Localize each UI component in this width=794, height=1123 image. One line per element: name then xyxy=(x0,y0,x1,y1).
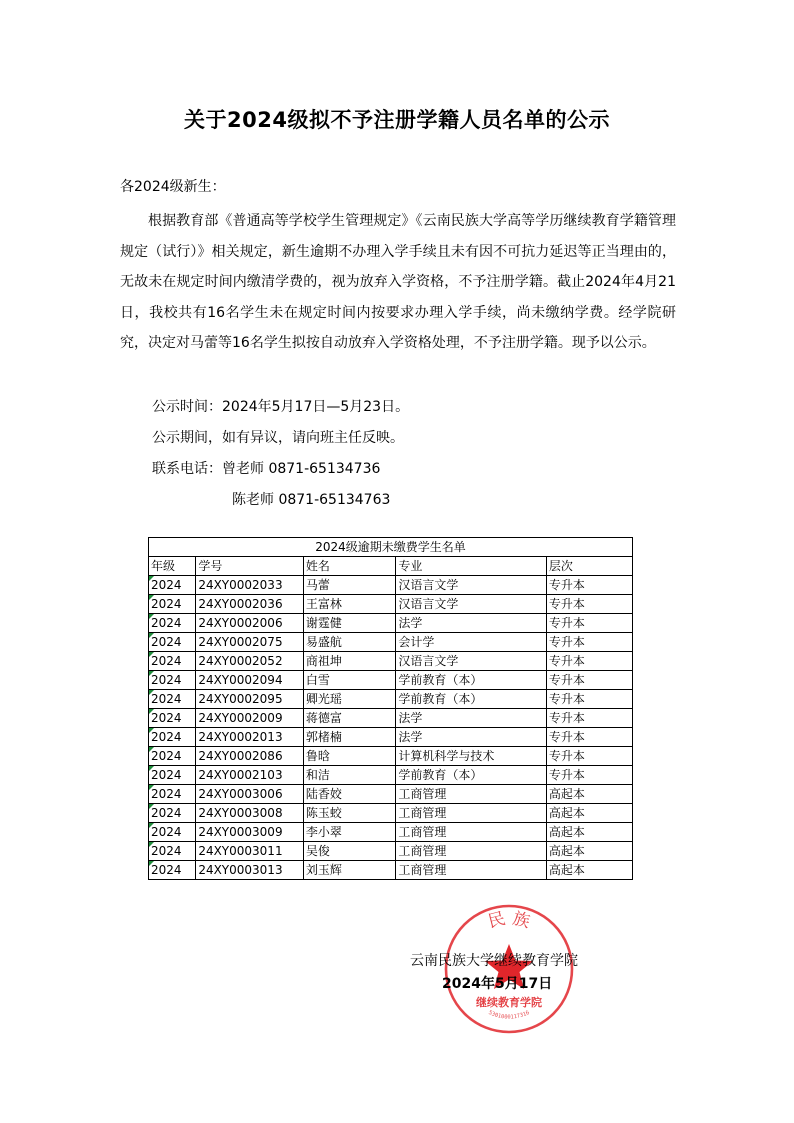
cell-grade: 2024 xyxy=(149,671,196,690)
table-row xyxy=(149,861,633,880)
cell-level: 专升本 xyxy=(546,614,632,633)
cell-level: 高起本 xyxy=(546,804,632,823)
cell-level: 专升本 xyxy=(546,690,632,709)
cell-grade: 2024 xyxy=(149,652,196,671)
cell-name: 李小翠 xyxy=(303,823,395,842)
cell-major: 工商管理 xyxy=(396,861,547,880)
cell-name: 商祖坤 xyxy=(303,652,395,671)
cell-level: 专升本 xyxy=(546,576,632,595)
cell-student-id: 24XY0003006 xyxy=(196,785,304,804)
cell-student-id: 24XY0002013 xyxy=(196,728,304,747)
cell-major: 工商管理 xyxy=(396,842,547,861)
cell-name: 和洁 xyxy=(303,766,395,785)
cell-name: 刘玉辉 xyxy=(303,861,395,880)
cell-student-id: 24XY0002075 xyxy=(196,633,304,652)
cell-student-id: 24XY0002086 xyxy=(196,747,304,766)
table-row xyxy=(149,747,633,766)
cell-grade: 2024 xyxy=(149,614,196,633)
cell-name: 白雪 xyxy=(303,671,395,690)
objection-note: 公示期间，如有异议，请向班主任反映。 xyxy=(152,430,404,446)
document-title: 关于2024级拟不予注册学籍人员名单的公示 xyxy=(184,108,610,132)
cell-student-id: 24XY0003013 xyxy=(196,861,304,880)
cell-level: 高起本 xyxy=(546,785,632,804)
table-row xyxy=(149,671,633,690)
cell-major: 法学 xyxy=(396,614,547,633)
cell-level: 专升本 xyxy=(546,747,632,766)
cell-major: 汉语言文学 xyxy=(396,576,547,595)
notice-period: 公示时间：2024年5月17日—5月23日。 xyxy=(152,399,410,415)
contact-line-2: 陈老师 0871-65134763 xyxy=(232,492,391,508)
table-row xyxy=(149,595,633,614)
cell-grade: 2024 xyxy=(149,861,196,880)
cell-name: 鲁晗 xyxy=(303,747,395,766)
seal-top-text: 民 族 xyxy=(486,908,532,933)
salutation: 各2024级新生： xyxy=(120,179,226,195)
cell-student-id: 24XY0002103 xyxy=(196,766,304,785)
signing-date: 2024年5月17日 xyxy=(442,976,553,992)
cell-major: 学前教育（本） xyxy=(396,766,547,785)
table-header-row xyxy=(149,557,633,576)
cell-level: 专升本 xyxy=(546,652,632,671)
cell-level: 专升本 xyxy=(546,766,632,785)
table-caption: 2024级逾期未缴费学生名单 xyxy=(149,538,633,557)
cell-student-id: 24XY0002006 xyxy=(196,614,304,633)
table-row xyxy=(149,652,633,671)
table-row xyxy=(149,766,633,785)
cell-name: 易盛航 xyxy=(303,633,395,652)
table-body xyxy=(149,576,633,880)
header-major: 专业 xyxy=(396,557,547,576)
cell-grade: 2024 xyxy=(149,842,196,861)
cell-grade: 2024 xyxy=(149,709,196,728)
cell-grade: 2024 xyxy=(149,576,196,595)
seal-bottom-text: 继续教育学院 xyxy=(476,996,542,1009)
table-row xyxy=(149,804,633,823)
cell-student-id: 24XY0002052 xyxy=(196,652,304,671)
cell-level: 高起本 xyxy=(546,842,632,861)
cell-name: 陆香姣 xyxy=(303,785,395,804)
table-row xyxy=(149,728,633,747)
seal-serial: 5301000117316 xyxy=(487,1009,531,1021)
cell-name: 马蕾 xyxy=(303,576,395,595)
cell-major: 计算机科学与技术 xyxy=(396,747,547,766)
cell-student-id: 24XY0002094 xyxy=(196,671,304,690)
cell-major: 法学 xyxy=(396,709,547,728)
cell-grade: 2024 xyxy=(149,747,196,766)
header-name: 姓名 xyxy=(303,557,395,576)
cell-student-id: 24XY0002033 xyxy=(196,576,304,595)
cell-name: 谢霆健 xyxy=(303,614,395,633)
cell-name: 蒋德富 xyxy=(303,709,395,728)
cell-level: 高起本 xyxy=(546,861,632,880)
cell-major: 工商管理 xyxy=(396,804,547,823)
cell-major: 学前教育（本） xyxy=(396,671,547,690)
cell-name: 王富林 xyxy=(303,595,395,614)
cell-grade: 2024 xyxy=(149,633,196,652)
cell-grade: 2024 xyxy=(149,690,196,709)
header-grade: 年级 xyxy=(149,557,196,576)
header-student-id: 学号 xyxy=(196,557,304,576)
cell-level: 专升本 xyxy=(546,728,632,747)
table-caption-row xyxy=(149,538,633,557)
cell-level: 专升本 xyxy=(546,671,632,690)
cell-grade: 2024 xyxy=(149,728,196,747)
cell-major: 工商管理 xyxy=(396,823,547,842)
cell-student-id: 24XY0002036 xyxy=(196,595,304,614)
cell-major: 汉语言文学 xyxy=(396,652,547,671)
cell-major: 汉语言文学 xyxy=(396,595,547,614)
header-level: 层次 xyxy=(546,557,632,576)
cell-student-id: 24XY0003008 xyxy=(196,804,304,823)
cell-major: 工商管理 xyxy=(396,785,547,804)
cell-student-id: 24XY0002009 xyxy=(196,709,304,728)
cell-level: 专升本 xyxy=(546,709,632,728)
cell-grade: 2024 xyxy=(149,766,196,785)
contact-line-1: 联系电话：曾老师 0871-65134736 xyxy=(152,461,381,477)
cell-major: 法学 xyxy=(396,728,547,747)
student-roster-table xyxy=(148,537,633,880)
table-row xyxy=(149,614,633,633)
cell-grade: 2024 xyxy=(149,785,196,804)
cell-student-id: 24XY0002095 xyxy=(196,690,304,709)
table-row xyxy=(149,690,633,709)
cell-name: 郭楮楠 xyxy=(303,728,395,747)
table-row xyxy=(149,785,633,804)
cell-level: 高起本 xyxy=(546,823,632,842)
cell-major: 会计学 xyxy=(396,633,547,652)
cell-student-id: 24XY0003011 xyxy=(196,842,304,861)
table-row xyxy=(149,842,633,861)
notice-body: 根据教育部《普通高等学校学生管理规定》《云南民族大学高等学历继续教育学籍管理规定（试行）》相关规定，新生逾期不办理入学手续且未有因不可抗力延迟等正当理由的，无故未在规定时间内缴清学费的，视为放弃入学资格，不予注册学籍。截止2024年4月21日，我校共有16名学生未在规定时间内按要求办理入学手续，尚未缴纳学费。经学院研究，决定对马蕾等16名学生拟按自动放弃入学资格处理，不予注册学籍。现予以公示。 xyxy=(120,213,676,351)
table-row xyxy=(149,823,633,842)
table-row xyxy=(149,633,633,652)
cell-grade: 2024 xyxy=(149,823,196,842)
table-row xyxy=(149,709,633,728)
cell-grade: 2024 xyxy=(149,595,196,614)
table-row xyxy=(149,576,633,595)
cell-level: 专升本 xyxy=(546,595,632,614)
cell-name: 吴俊 xyxy=(303,842,395,861)
cell-major: 学前教育（本） xyxy=(396,690,547,709)
signing-organization: 云南民族大学继续教育学院 xyxy=(410,953,578,969)
cell-student-id: 24XY0003009 xyxy=(196,823,304,842)
cell-grade: 2024 xyxy=(149,804,196,823)
cell-name: 陈玉蛟 xyxy=(303,804,395,823)
cell-name: 卿光瑶 xyxy=(303,690,395,709)
cell-level: 专升本 xyxy=(546,633,632,652)
